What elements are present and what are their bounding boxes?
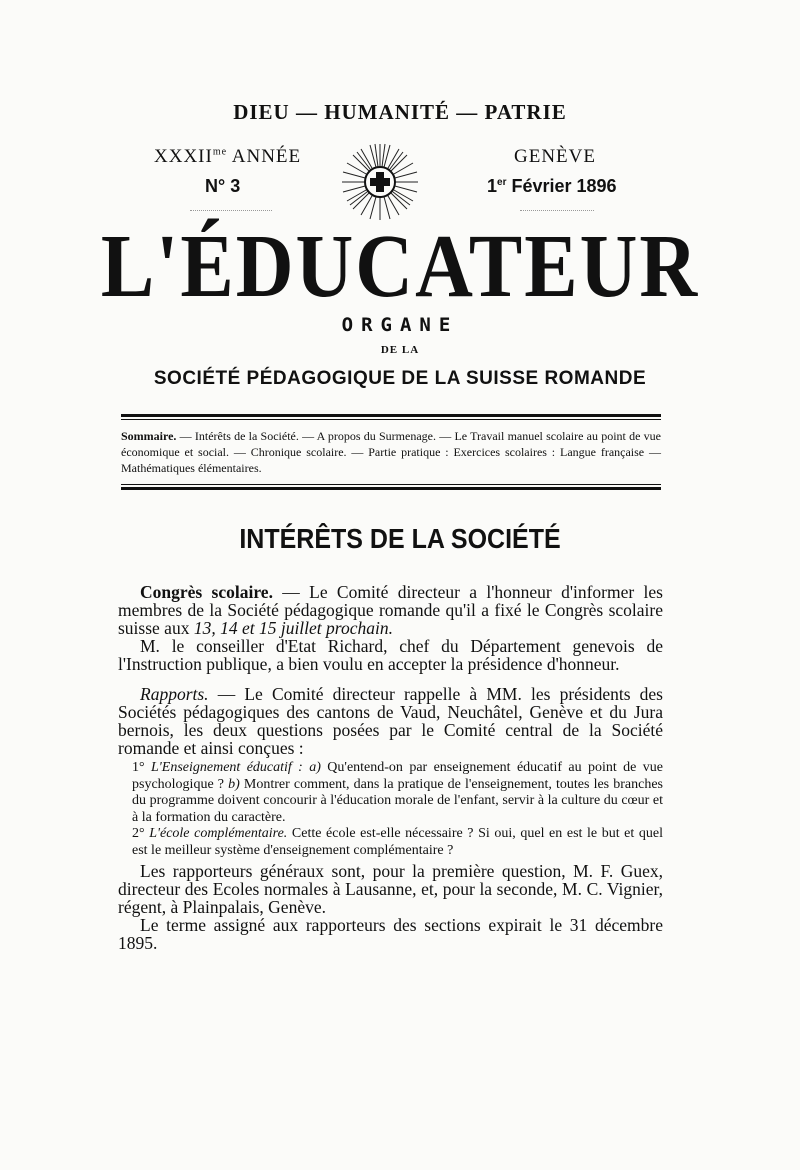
section-heading: INTÉRÊTS DE LA SOCIÉTÉ [239, 524, 561, 555]
issue-date-day: 1 [487, 176, 498, 196]
journal-title: L'ÉDUCATEUR [100, 217, 700, 317]
question-1 [132, 760, 663, 826]
paragraph-rapports [118, 685, 663, 757]
sommaire-label: Sommaire. [121, 429, 177, 443]
year-volume-ordinal: me [212, 146, 228, 158]
double-rule-bottom-thin [121, 484, 661, 485]
issue-date [487, 176, 617, 197]
society-name: SOCIÉTÉ PÉDAGOGIQUE DE LA SUISSE ROMANDE [153, 368, 647, 389]
year-volume [154, 146, 301, 168]
year-volume-number: XXXII [154, 146, 213, 167]
question-2 [132, 826, 663, 859]
rapports-text: — Le Comité directeur rappelle à MM. les présidents des Sociétés pédagogiques des cantons de Vaud, Neuchâtel, Genève et du Jura bernois, les deux questions posées par le Comité central de la Société romande et ainsi conçues : [118, 684, 663, 758]
de-la-label: DE LA [380, 344, 420, 356]
questions-block [132, 760, 663, 859]
question-2-text: Cette école est-elle nécessaire ? Si oui, quel en est le but et quel est le meilleur système d'enseignement complémentaire ? [132, 826, 663, 858]
issue-number: N° 3 [205, 176, 241, 196]
question-1-number: 1° [132, 760, 151, 775]
divider-dots [520, 210, 594, 211]
double-rule-top-thin [121, 419, 661, 420]
divider-dots [190, 210, 272, 211]
paragraph-presidence: M. le conseiller d'Etat Richard, chef du Département genevois de l'Instruction publique, a bien voulu en accepter la présidence d'honneur. [118, 636, 663, 674]
question-1-text: Qu'entend-on par enseignement éducatif au point de vue psychologique ? [132, 760, 664, 792]
issue-date-rest: Février 1896 [506, 176, 617, 196]
article-body-top [118, 583, 663, 757]
table-of-contents [121, 428, 661, 476]
question-2-label: L'école complémentaire. [149, 826, 288, 841]
congres-text: — Le Comité directeur a l'honneur d'informer les membres de la Société pédagogique romande qu'il a fixé le Congrès scolaire suisse aux [118, 582, 663, 638]
paragraph-congres [118, 583, 663, 637]
motto: DIEU — HUMANITÉ — PATRIE [233, 100, 567, 124]
swiss-cross-sunburst-icon [340, 142, 420, 222]
question-1-label: L'Enseignement éducatif : [151, 760, 303, 775]
question-1-b: b) [228, 776, 240, 792]
paragraph-terme: Le terme assigné aux rapporteurs des sections expirait le 31 décembre 1895. [118, 915, 663, 953]
congres-label: Congrès scolaire. [140, 582, 273, 602]
rapports-label: Rapports. [140, 684, 209, 704]
sommaire-text: — Intérêts de la Société. — A propos du Surmenage. — Le Travail manuel scolaire au point de vue économique et social. — Chronique scolaire. — Partie pratique : Exercices scolaires : Langue française — Mathématiques élémentaires. [121, 429, 661, 475]
question-1-text-2: Montrer comment, dans la pratique de l'enseignement, toutes les branches du programme doivent concourir à l'éducation morale de l'enfant, servir à la culture du cœur et à la formation du caractère. [132, 776, 663, 825]
paragraph-rapporteurs: Les rapporteurs généraux sont, pour la première question, M. F. Guex, directeur des Ecoles normales à Lausanne, et, pour la seconde, M. C. Vignier, régent, à Plainpalais, Genève. [118, 861, 663, 917]
double-rule-top [121, 414, 661, 417]
organe-subtitle: ORGANE [341, 314, 459, 336]
question-2-number: 2° [132, 826, 150, 841]
issue-date-ordinal: er [497, 177, 507, 188]
city: GENÈVE [514, 146, 596, 167]
article-body-bottom [118, 862, 663, 952]
congres-dates: 13, 14 et 15 juillet prochain. [193, 618, 393, 638]
double-rule-bottom [121, 487, 661, 490]
question-1-a: a) [302, 760, 321, 775]
year-volume-label: ANNÉE [227, 146, 302, 167]
